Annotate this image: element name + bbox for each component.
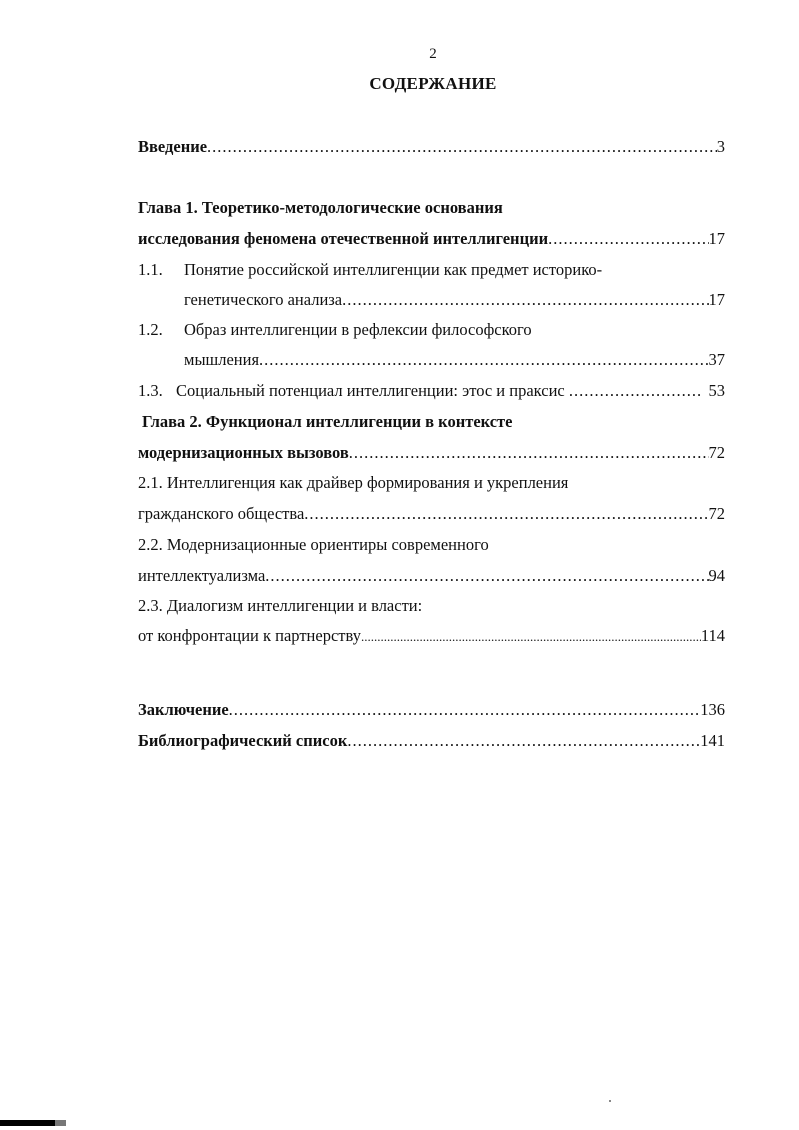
toc-leader-dots [361, 627, 701, 647]
toc-entry-section-2-2[interactable] [138, 566, 725, 586]
toc-entry-page: 37 [708, 350, 725, 369]
toc-entry-section-1-2[interactable] [184, 350, 725, 370]
toc-entry-page: 94 [708, 566, 725, 585]
toc-entry-label: модернизационных вызовов [138, 443, 349, 462]
scan-speck [609, 1100, 611, 1102]
toc-entry-label [138, 381, 569, 401]
toc-leader-dots [569, 381, 701, 401]
toc-entry-label: Библиографический список [138, 731, 348, 750]
toc-entry-label: исследования феномена отечественной интеллигенции [138, 229, 549, 248]
toc-entry-bibliography[interactable] [138, 731, 725, 751]
toc-leader-dots [342, 290, 708, 310]
toc-entry-label: гражданского общества [138, 504, 305, 523]
toc-chapter2-title: Глава 2. Функционал интеллигенции в контексте [142, 412, 513, 431]
toc-chapter1-title: Глава 1. Теоретико-методологические основания [138, 198, 503, 217]
toc-section-2-3-title: 2.3. Диалогизм интеллигенции и власти: [138, 596, 423, 615]
toc-leader-dots [207, 137, 717, 157]
toc-entry-section-2-1[interactable] [138, 504, 725, 524]
toc-leader-dots [347, 731, 700, 751]
toc-entry-section-1-3[interactable] [138, 381, 725, 401]
toc-section-2-2-title: 2.2. Модернизационные ориентиры современного [138, 535, 489, 554]
toc-section-text: Понятие российской интеллигенции как предмет историко- [184, 260, 603, 279]
toc-section-number: 1.1. [138, 260, 163, 279]
toc-entry-label: генетического анализа [184, 290, 343, 309]
toc-entry-page: 136 [700, 700, 725, 719]
toc-leader-dots [265, 566, 708, 586]
toc-entry-label: от конфронтации к партнерству [138, 626, 361, 645]
toc-entry-label: интеллектуализма [138, 566, 266, 585]
toc-section-text: Социальный потенциал интеллигенции: этос и праксис [176, 381, 565, 400]
toc-entry-page: 72 [708, 443, 725, 462]
toc-entry-label: Введение [138, 137, 208, 156]
toc-section-text: Образ интеллигенции в рефлексии философского [184, 320, 532, 339]
toc-entry-chapter1[interactable] [138, 229, 725, 249]
toc-entry-page: 17 [708, 290, 725, 309]
toc-section-1-1-title [138, 260, 602, 280]
toc-entry-conclusion[interactable] [138, 700, 725, 720]
toc-leader-dots [229, 700, 701, 720]
toc-entry-page: 72 [708, 504, 725, 523]
toc-leader-dots [548, 229, 708, 249]
page-number: 2 [429, 46, 437, 62]
toc-entry-page: 141 [700, 731, 725, 750]
scan-edge-mark [0, 1120, 66, 1126]
toc-entry-page: 3 [716, 137, 725, 156]
toc-entry-introduction[interactable] [138, 137, 725, 157]
toc-leader-dots [304, 504, 708, 524]
toc-entry-chapter2[interactable] [138, 443, 725, 463]
toc-section-1-2-title [138, 320, 532, 340]
page-title: СОДЕРЖАНИЕ [369, 74, 497, 93]
toc-entry-page: 114 [700, 626, 725, 645]
toc-section-2-1-title: 2.1. Интеллигенция как драйвер формирования и укрепления [138, 473, 569, 492]
toc-section-number: 1.2. [138, 320, 163, 339]
toc-entry-page: 53 [708, 381, 725, 400]
toc-entry-section-2-3[interactable] [138, 626, 725, 647]
toc-leader-dots [259, 350, 708, 370]
toc-entry-page: 17 [708, 229, 725, 248]
toc-entry-section-1-1[interactable] [184, 290, 725, 310]
toc-entry-label: мышления [184, 350, 260, 369]
toc-entry-label: Заключение [138, 700, 229, 719]
toc-leader-dots [349, 443, 709, 463]
toc-section-number: 1.3. [138, 381, 163, 400]
